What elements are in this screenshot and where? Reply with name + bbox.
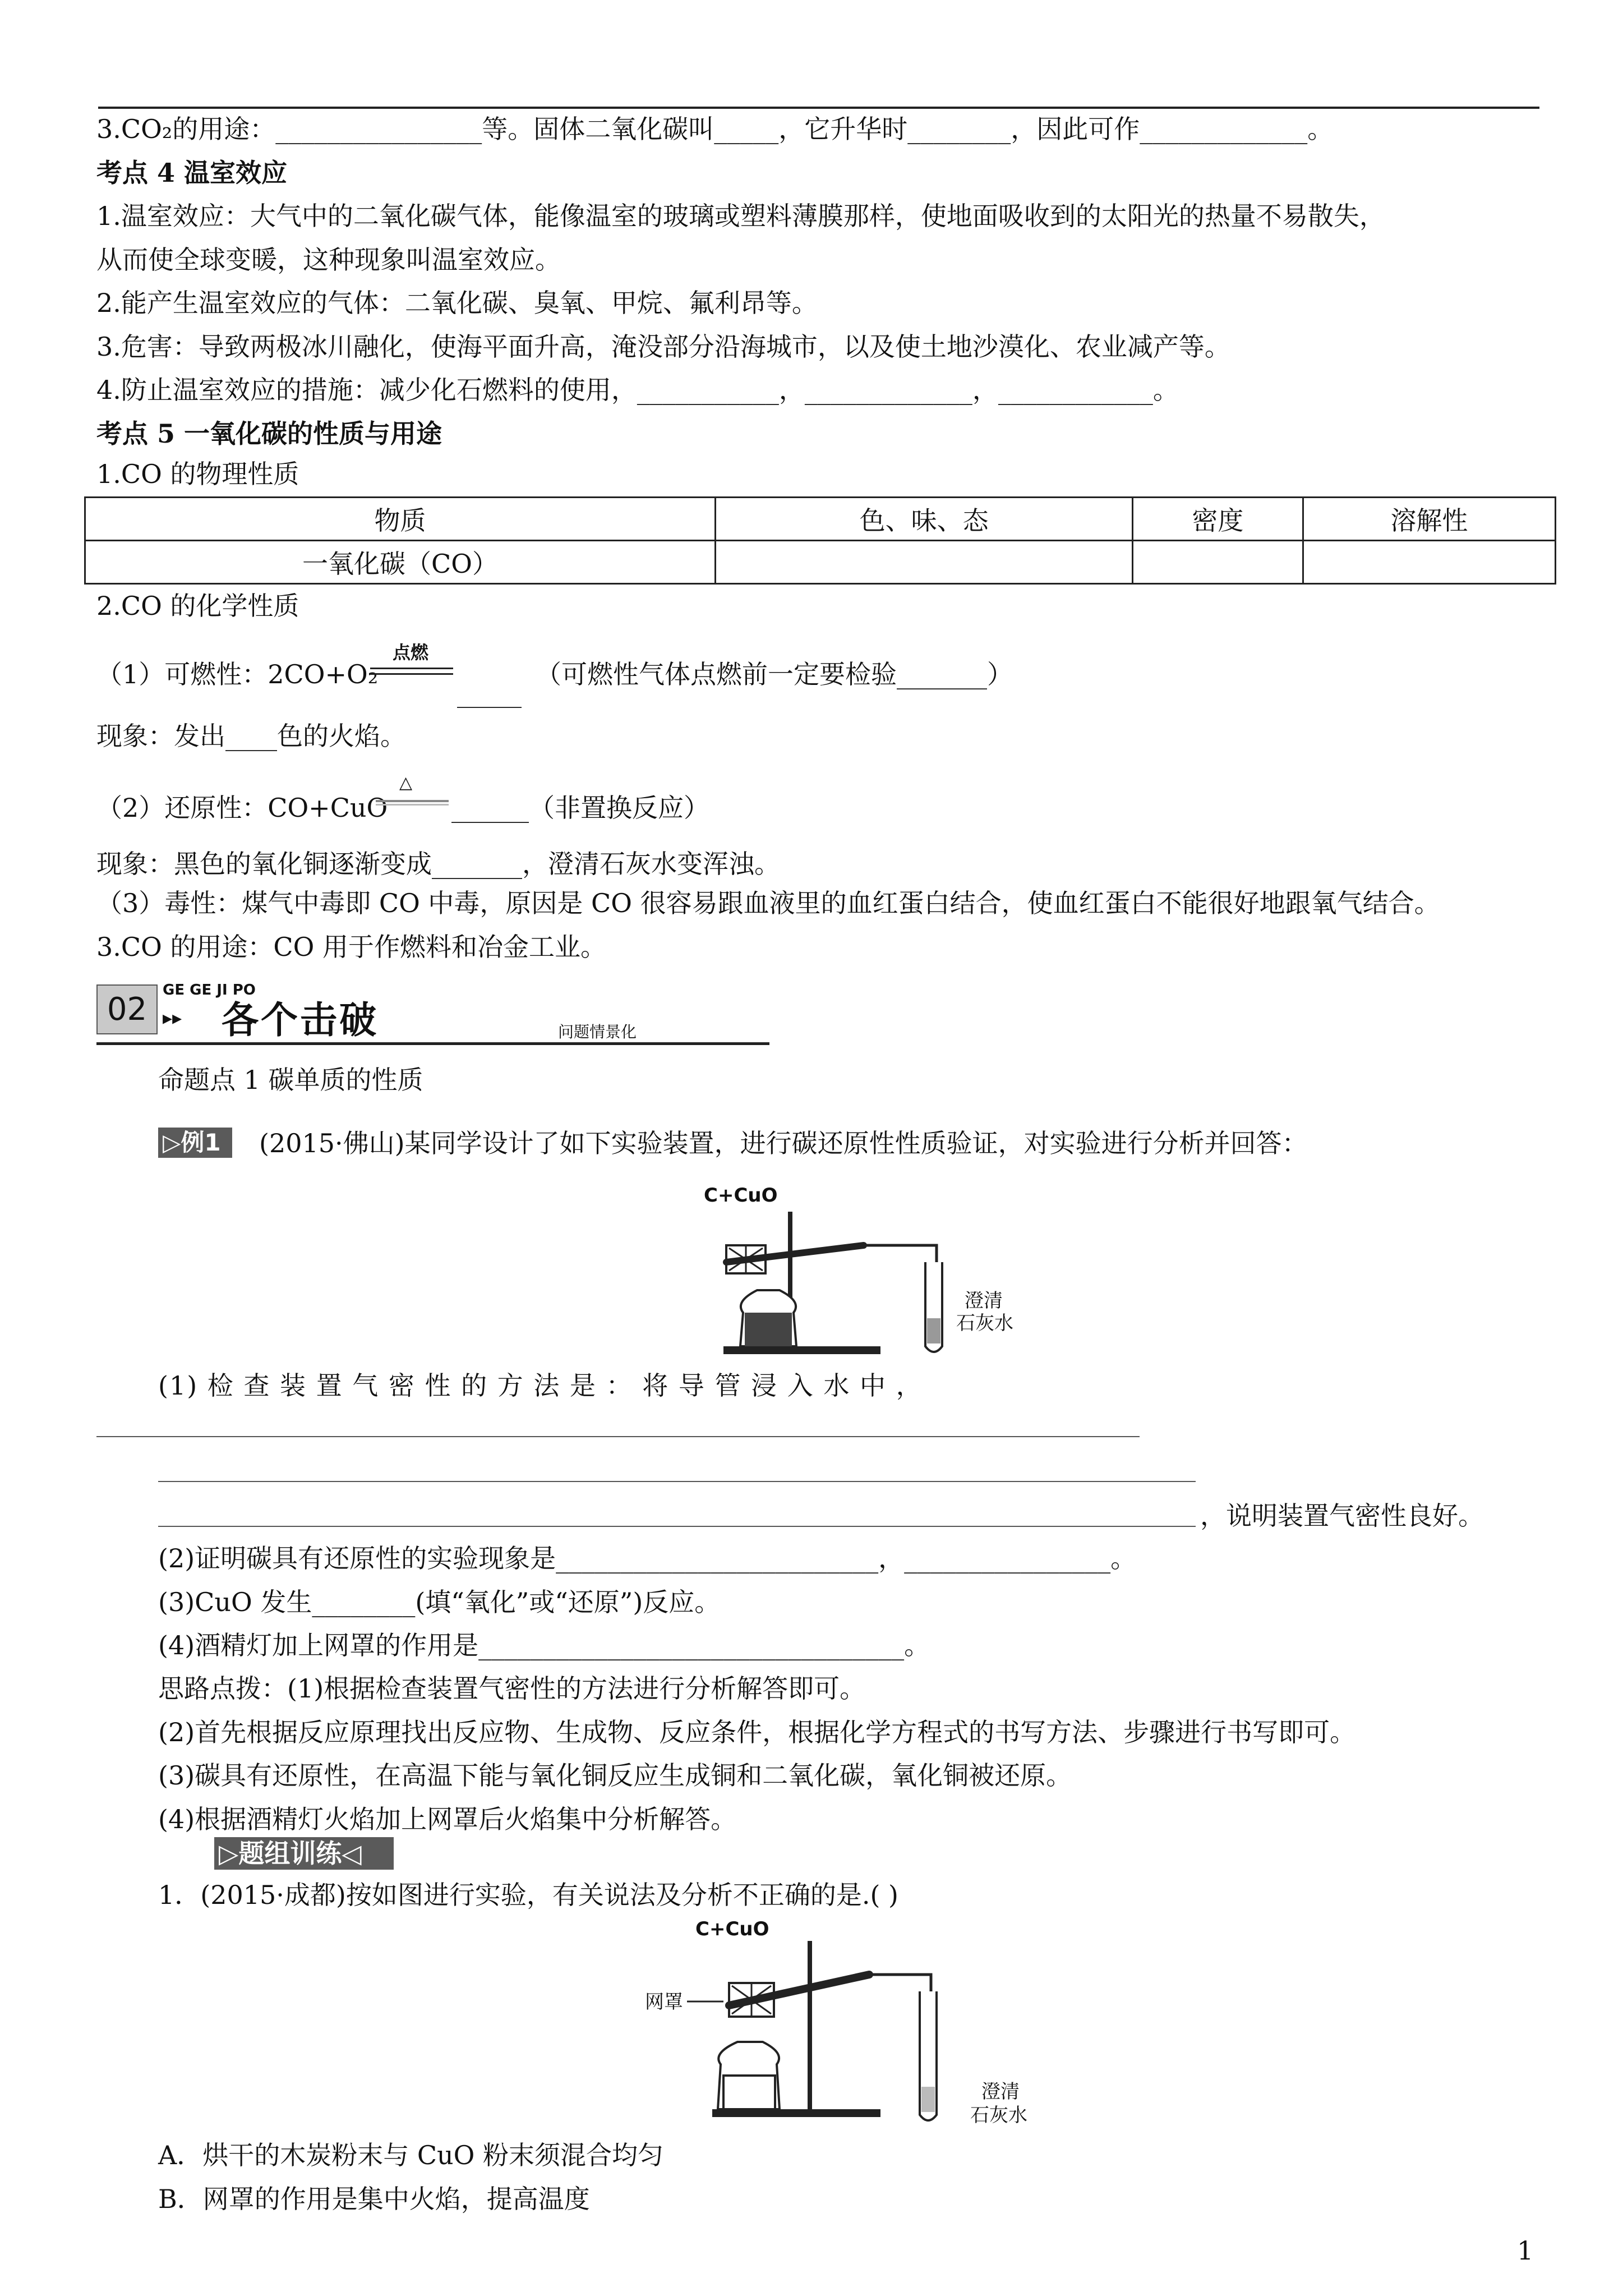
group-training-label: 题组训练 [238,1838,342,1869]
figure1-limewater-label: 石灰水 [956,1312,1013,1335]
heat-condition: △ [399,773,413,793]
limewater [927,1318,940,1343]
section-pinyin: GE GE JI PO [163,982,256,999]
table-row [85,541,1556,584]
greenhouse-gases-line: 2.能产生温室效应的气体：二氧化碳、臭氧、甲烷、氟利昂等。 [96,288,818,318]
topic-heading: 命题点 1 碳单质的性质 [158,1065,423,1095]
figure2-reagent-label: C+CuO [695,1918,769,1940]
section-rule [96,1042,769,1045]
tip-line-1: 思路点拨：(1)根据检查装置气密性的方法进行分析解答即可。 [158,1673,866,1704]
example-tag-label: 例1 [181,1129,221,1156]
table-header-cell: 物质 [85,498,716,541]
toxicity-line: （3）毒性：煤气中毒即 CO 中毒，原因是 CO 很容易跟血液里的血红蛋白结合，使血红蛋白不能很好地跟氧气结合。 [96,888,1440,918]
combustion-phenomenon: 现象：发出____色的火焰。 [96,721,406,751]
answer-line-2 [158,1481,1196,1482]
problem-1: 1．(2015·成都)按如图进行实验，有关说法及分析不正确的是.( ) [158,1880,898,1910]
answer-line-3 [158,1526,1196,1527]
section-heading-co: 考点 5 一氧化碳的性质与用途 [96,418,442,449]
table-header-cell: 溶解性 [1303,498,1555,541]
equals-bottom [370,673,453,675]
reduction-note: ______（非置换反应） [451,793,709,823]
section-title: 各个击破 [222,999,379,1042]
q2-line: (2)证明碳具有还原性的实验现象是_________________________，________________。 [158,1543,1137,1573]
greenhouse-harm-line: 3.危害：导致两极冰川融化，使海平面升高，淹没部分沿海城市，以及使土地沙漠化、农业减产等。 [96,332,1230,362]
figure1-clear-label: 澄清 [965,1290,1003,1312]
section-arrows: ▸▸ [163,1007,182,1029]
equals-bottom [376,804,449,806]
stand-base [723,1346,880,1354]
combustion-product-blank: _____ [457,678,522,708]
stand-rod [808,1941,812,2112]
stand-base [712,2109,880,2117]
example-question: (2015·佛山)某同学设计了如下实验装置，进行碳还原性性质验证，对实验进行分析并回答： [259,1128,1308,1158]
answer-line-1 [96,1436,1140,1437]
group-training-tag [214,1837,394,1870]
co-uses-line: 3.CO 的用途：CO 用于作燃料和冶金工业。 [96,932,606,962]
table-cell: 一氧化碳（CO） [85,541,716,584]
figure2-mesh-label: 网罩 [645,1991,683,2013]
top-rule [98,107,1539,109]
equals-top [370,668,453,669]
section-subtitle: 问题情景化 [558,1023,637,1041]
apparatus-figure-1 [673,1178,1021,1363]
figure1-reagent-label: C+CuO [704,1184,778,1207]
table-cell [1133,541,1303,584]
figure2-limewater-label: 石灰水 [970,2104,1027,2127]
reduction-equation: （2）还原性：CO+CuO [96,793,388,823]
tip-line-2: (2)首先根据反应原理找出反应物、生成物、反应条件，根据化学方程式的书写方法、步骤进行书写即可。 [158,1717,1356,1747]
q3-line: (3)CuO 发生________(填“氧化”或“还原”)反应。 [158,1587,721,1617]
figure2-clear-label: 澄清 [981,2081,1020,2103]
table-header-row [85,498,1556,541]
section-number-box: 02 [96,984,158,1034]
table-header-cell: 密度 [1133,498,1303,541]
q4-line: (4)酒精灯加上网罩的作用是_________________________________。 [158,1630,930,1660]
greenhouse-measures-line: 4.防止温室效应的措施：减少化石燃料的使用，___________，_____________，____________。 [96,375,1179,405]
burner-block [745,1313,792,1346]
table-cell [1303,541,1555,584]
greenhouse-definition-line2: 从而使全球变暖，这种现象叫温室效应。 [96,245,561,275]
co-properties-table [84,496,1556,585]
example-tag [158,1128,232,1158]
option-a: A．烘干的木炭粉末与 CuO 粉末须混合均匀 [158,2140,663,2170]
play-icon: ▷ [163,1129,181,1156]
ignite-condition: 点燃 [393,642,429,663]
greenhouse-definition-line1: 1.温室效应：大气中的二氧化碳气体，能像温室的玻璃或塑料薄膜那样，使地面吸收到的太阳光的热量不易散失， [96,201,1385,231]
reduction-phenomenon: 现象：黑色的氧化铜逐渐变成_______，澄清石灰水变浑浊。 [96,849,780,879]
limewater [921,2087,935,2112]
tip-line-3: (3)碳具有还原性，在高温下能与氧化铜反应生成铜和二氧化碳，氧化铜被还原。 [158,1760,1072,1791]
q1-line: (1) 检 查 装 置 气 密 性 的 方 法 是 ： 将 导 管 浸 入 水 中 ， [158,1370,923,1401]
table-cell [716,541,1133,584]
burner-block [723,2076,775,2109]
co2-uses-line: 3.CO₂的用途：________________等。固体二氧化碳叫_____，它升华时________，因此可作_____________。 [96,114,1334,144]
back-icon: ◁ [342,1838,362,1869]
co-chemical-heading: 2.CO 的化学性质 [96,591,299,621]
option-b: B．网罩的作用是集中火焰，提高温度 [158,2184,590,2214]
combustion-note: （可燃性气体点燃前一定要检验_______） [536,659,1013,689]
combustion-equation: （1）可燃性：2CO+O₂ [96,659,379,689]
section-heading-greenhouse: 考点 4 温室效应 [96,158,288,188]
q1-end: ，说明装置气密性良好。 [1200,1501,1484,1531]
co-physical-heading: 1.CO 的物理性质 [96,459,299,489]
play-icon: ▷ [219,1838,239,1869]
equals-top [376,800,449,802]
page-number: 1 [1517,2235,1534,2266]
apparatus-figure-2 [634,1913,1082,2137]
tip-line-4: (4)根据酒精灯火焰加上网罩后火焰集中分析解答。 [158,1804,737,1834]
table-header-cell: 色、味、态 [716,498,1133,541]
